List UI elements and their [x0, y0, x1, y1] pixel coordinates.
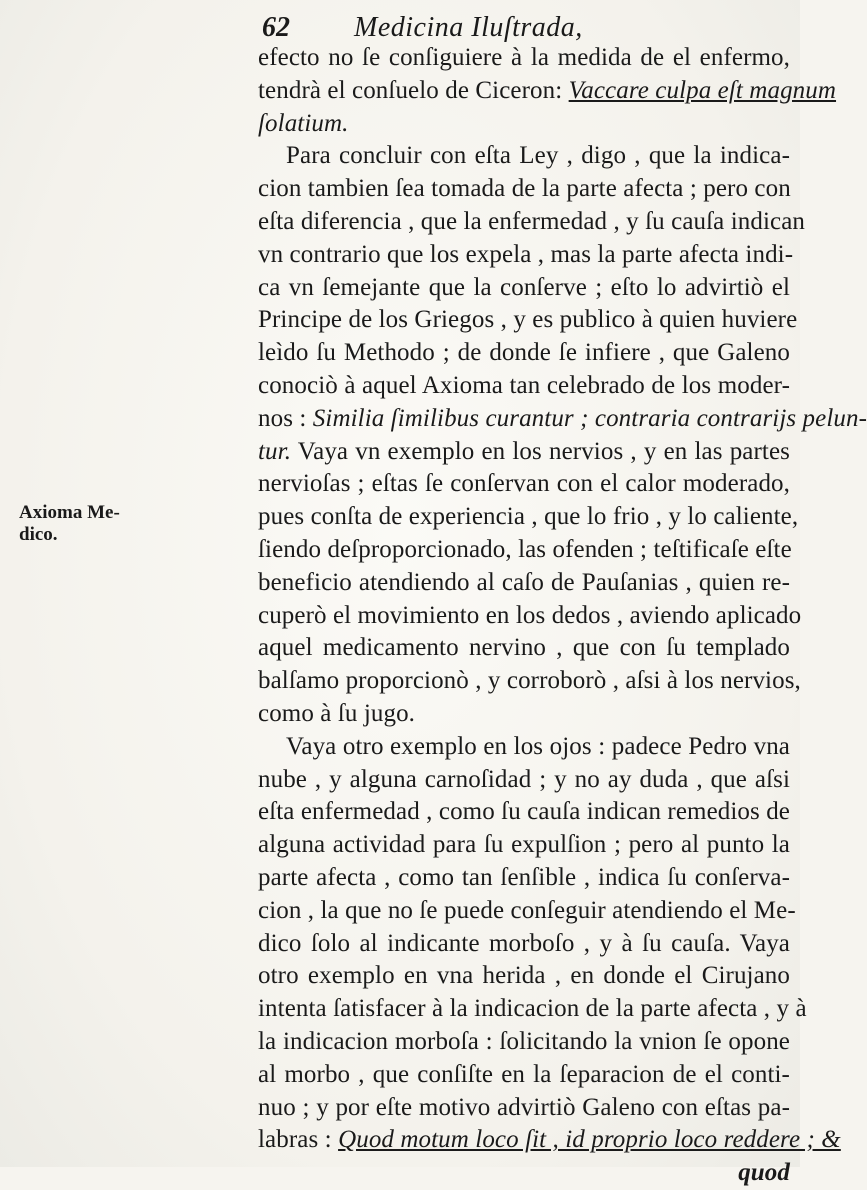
- text-line: tendrà el conſuelo de Ciceron: Vaccare culpa eſt magnum: [258, 76, 837, 104]
- text-line: otro exemplo en vna herida , en donde el Cirujano: [258, 962, 790, 990]
- page-number: 62: [262, 12, 290, 43]
- text-line: beneficio atendiendo al caſo de Pauſanias , quien re-: [258, 568, 790, 596]
- latin-axiom: Similia ſimilibus curantur ; contraria contrarijs pelun-: [312, 404, 867, 432]
- margin-note: [19, 502, 129, 546]
- running-title: Medicina Iluſtrada,: [354, 12, 583, 43]
- text-line: intenta ſatisfacer à la indicacion de la parte afecta , y à: [258, 995, 807, 1023]
- text-line: como à ſu jugo.: [258, 699, 416, 727]
- text-line: nube , y alguna carnoſidad ; y no ay duda , que aſsi: [258, 765, 790, 793]
- text-line: cion tambien ſea tomada de la parte afecta ; pero con: [258, 175, 791, 203]
- text-line: efecto no ſe conſiguiere à la medida de el enfermo,: [258, 44, 790, 71]
- text-line: ca vn ſemejante que la conſerve ; eſto lo advirtiò el: [258, 273, 790, 301]
- text-line: dico ſolo al indicante morboſo , y à ſu cauſa. Vaya: [258, 929, 790, 957]
- text-line: nervioſas ; eſtas ſe conſervan con el calor moderado,: [258, 470, 790, 498]
- text-line: pues conſta de experiencia , que lo frio , y lo caliente,: [258, 503, 799, 531]
- text-line: la indicacion morboſa : ſolicitando la vnion ſe opone: [258, 1027, 790, 1055]
- body-text: [258, 42, 867, 1190]
- text-line: conociò à aquel Axioma tan celebrado de los moder-: [258, 371, 790, 399]
- text-line: Vaya otro exemplo en los ojos : padece Pedro vna: [286, 732, 790, 760]
- text-line: Principe de los Griegos , y es publico à quien huviere: [258, 306, 798, 334]
- text-line: parte afecta , como tan ſenſible , indica ſu conſerva-: [258, 863, 790, 891]
- text-line: balſamo proporcionò , y corroborò , aſsi à los nervios,: [258, 667, 801, 695]
- text-line: vn contrario que los expela , mas la parte afecta indi-: [258, 240, 794, 268]
- text-line: cuperò el movimiento en los dedos , aviendo aplicado: [258, 601, 802, 629]
- text-line: labras : Quod motum loco ſit , id proprio loco reddere ; &: [258, 1126, 841, 1154]
- text-line: eſta diferencia , que la enfermedad , y ſu cauſa indican: [258, 207, 805, 235]
- catchword: quod: [738, 1159, 790, 1187]
- latin-quote: Vaccare culpa eſt magnum: [568, 76, 837, 104]
- text-line: alguna actividad para ſu expulſion ; pero al punto la: [258, 831, 790, 859]
- text-line: nos : Similia ſimilibus curantur ; contraria contrarijs pelun-: [258, 404, 867, 432]
- text-line: tur. Vaya vn exemplo en los nervios , y en las partes: [258, 437, 790, 465]
- text-line: ſolatium.: [258, 109, 349, 137]
- text-line: cion , la que no ſe puede conſeguir atendiendo el Me-: [258, 896, 796, 924]
- margin-note-line: Axioma Me-: [19, 502, 120, 523]
- text-line: al morbo , que conſiſte en la ſeparacion de el conti-: [258, 1060, 790, 1088]
- margin-note-line: dico.: [19, 524, 58, 545]
- latin-quote: Quod motum loco ſit , id proprio loco reddere ; &: [338, 1126, 841, 1154]
- text-line: nuo ; y por eſte motivo advirtiò Galeno con eſtas pa-: [258, 1093, 790, 1121]
- text-line: ſiendo deſproporcionado, las ofenden ; teſtificaſe eſte: [258, 535, 792, 563]
- text-line: eſta enfermedad , como ſu cauſa indican remedios de: [258, 798, 790, 826]
- text-line: aquel medicamento nervino , que con ſu templado: [258, 634, 790, 662]
- text-line: leìdo ſu Methodo ; de donde ſe infiere , que Galeno: [258, 339, 790, 367]
- text-line: Para concluir con eſta Ley , digo , que la indica-: [286, 142, 790, 170]
